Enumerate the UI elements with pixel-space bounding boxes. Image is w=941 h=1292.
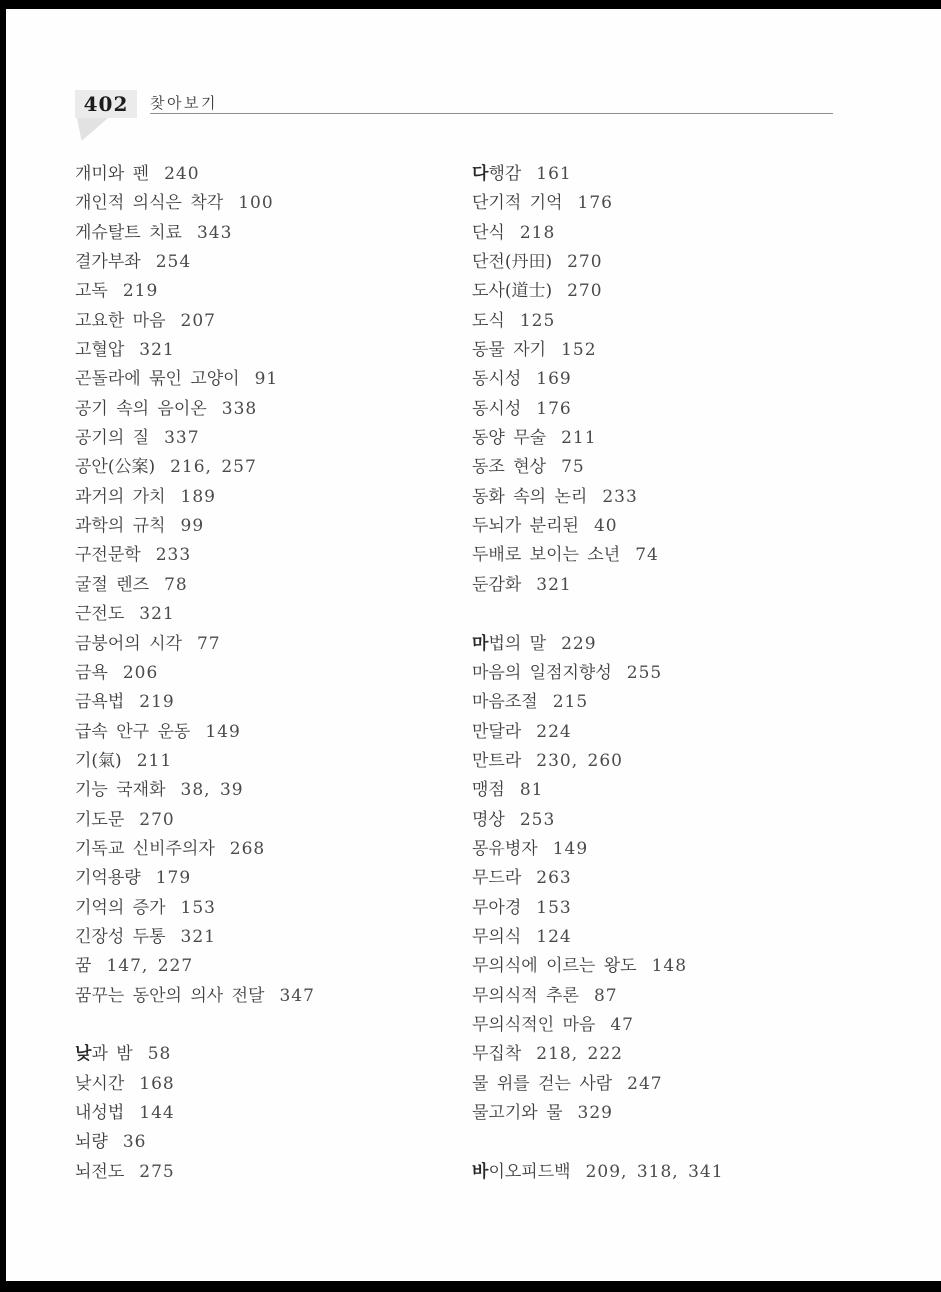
entry-term: 결가부좌	[75, 252, 141, 273]
entry-page-numbers: 321	[536, 574, 572, 595]
entry-page-numbers: 144	[139, 1103, 175, 1123]
index-entry	[472, 688, 724, 717]
entry-term: 바이오피드백	[472, 1161, 571, 1182]
entry-page-numbers: 233	[602, 486, 638, 507]
entry-term: 개미와 펜	[75, 164, 150, 184]
entry-page-numbers: 321	[180, 926, 216, 947]
index-entry	[472, 219, 724, 248]
entry-page-numbers: 168	[139, 1073, 175, 1094]
index-entry	[472, 835, 724, 864]
entry-term: 두뇌가 분리된	[472, 516, 579, 537]
entry-page-numbers: 270	[139, 809, 175, 830]
entry-term: 낮시간	[75, 1073, 125, 1094]
entry-page-numbers: 215	[552, 692, 589, 713]
entry-page-numbers: 81	[519, 780, 544, 801]
index-entry	[75, 952, 315, 981]
index-entry	[472, 923, 724, 952]
entry-page-numbers: 268	[229, 838, 266, 859]
index-entry	[472, 806, 724, 835]
entry-term: 동조 현상	[472, 457, 547, 478]
index-entry	[75, 336, 315, 365]
entry-page-numbers: 74	[635, 545, 659, 566]
entry-term: 기(氣)	[75, 750, 122, 771]
entry-term: 무드라	[472, 868, 522, 889]
entry-page-numbers: 254	[155, 252, 192, 273]
entry-page-numbers: 338	[221, 398, 258, 419]
entry-page-numbers: 87	[593, 985, 618, 1006]
index-entry	[75, 718, 315, 747]
index-entry	[75, 365, 315, 394]
entry-page-numbers: 329	[577, 1103, 613, 1123]
entry-page-numbers: 124	[536, 926, 572, 947]
index-entry	[472, 483, 724, 512]
index-entry	[75, 483, 315, 512]
entry-term: 기억의 증가	[75, 897, 166, 918]
index-entry	[472, 1158, 724, 1187]
entry-page-numbers: 211	[561, 428, 597, 449]
index-entry	[75, 747, 315, 776]
entry-term: 도사(道士)	[472, 281, 553, 302]
index-entry	[75, 395, 315, 424]
entry-page-numbers: 149	[205, 721, 241, 742]
entry-term: 무집착	[472, 1044, 522, 1065]
entry-term: 과거의 가치	[75, 486, 166, 507]
index-entry	[472, 776, 724, 805]
entry-page-numbers: 321	[139, 604, 175, 625]
entry-term-bold-initial: 마	[472, 633, 489, 654]
index-entry	[75, 894, 315, 923]
entry-page-numbers: 211	[136, 750, 173, 771]
entry-term: 무아경	[472, 897, 522, 918]
entry-page-numbers: 36	[122, 1132, 147, 1153]
index-entry	[75, 806, 315, 835]
index-entry	[472, 718, 724, 747]
entry-page-numbers: 176	[536, 398, 572, 419]
entry-page-numbers: 218	[519, 222, 556, 243]
entry-page-numbers: 275	[139, 1161, 175, 1182]
entry-page-numbers: 240	[164, 164, 200, 184]
entry-page-numbers: 247	[627, 1073, 663, 1094]
entry-page-numbers: 189	[180, 486, 216, 507]
entry-term: 게슈탈트 치료	[75, 222, 182, 243]
index-entry	[472, 336, 724, 365]
index-entry	[472, 307, 724, 336]
entry-term-bold-initial: 다	[472, 164, 489, 184]
index-spacer	[472, 1128, 724, 1157]
entry-term: 만트라	[472, 750, 522, 771]
entry-term: 금욕법	[75, 692, 125, 713]
entry-page-numbers: 347	[279, 985, 315, 1006]
index-entry	[472, 512, 724, 541]
entry-term-bold-initial: 바	[472, 1161, 489, 1182]
index-entry	[472, 864, 724, 893]
index-entry	[75, 1128, 315, 1157]
index-entry	[472, 395, 724, 424]
index-entry	[75, 512, 315, 541]
entry-page-numbers: 218, 222	[536, 1044, 623, 1065]
entry-page-numbers: 230, 260	[536, 750, 623, 771]
entry-term: 낮과 밤	[75, 1044, 133, 1065]
entry-page-numbers: 148	[651, 956, 688, 977]
entry-term: 동화 속의 논리	[472, 486, 588, 507]
entry-term: 기도문	[75, 809, 125, 830]
index-entry	[75, 424, 315, 453]
entry-page-numbers: 153	[180, 897, 216, 918]
index-entry	[472, 571, 724, 600]
entry-page-numbers: 270	[567, 252, 603, 273]
index-entry	[472, 982, 724, 1011]
page-number-badge	[75, 90, 137, 118]
index-entry	[472, 160, 724, 189]
entry-page-numbers: 179	[155, 868, 192, 889]
entry-page-numbers: 169	[536, 369, 572, 390]
index-entry	[472, 1040, 724, 1069]
entry-page-numbers: 224	[536, 721, 572, 742]
entry-term: 공안(公案)	[75, 457, 156, 478]
index-entry	[75, 277, 315, 306]
entry-page-numbers: 255	[626, 662, 663, 683]
entry-term: 물 위를 걷는 사람	[472, 1073, 613, 1094]
index-entry	[75, 160, 315, 189]
entry-term: 둔감화	[472, 574, 522, 595]
index-entry	[75, 923, 315, 952]
index-entry	[75, 248, 315, 277]
index-entry	[75, 1040, 315, 1069]
entry-term: 공기 속의 음이온	[75, 398, 207, 419]
entry-term: 무의식	[472, 926, 522, 947]
entry-term: 꿈	[75, 956, 92, 977]
index-entry	[75, 219, 315, 248]
entry-page-numbers: 176	[577, 193, 613, 214]
entry-page-numbers: 263	[536, 868, 572, 889]
entry-page-numbers: 125	[519, 310, 556, 331]
entry-page-numbers: 58	[147, 1044, 172, 1065]
running-header-title: 찾아보기	[150, 94, 218, 112]
entry-term: 몽유병자	[472, 838, 538, 859]
entry-page-numbers: 38, 39	[180, 780, 244, 801]
entry-term: 기독교 신비주의자	[75, 838, 215, 859]
index-entry	[75, 1158, 315, 1187]
index-entry	[472, 541, 724, 570]
entry-term: 개인적 의식은 착각	[75, 193, 224, 214]
entry-term: 동양 무술	[472, 428, 547, 449]
entry-term: 만달라	[472, 721, 522, 742]
index-entry	[75, 688, 315, 717]
book-page	[6, 9, 941, 1281]
entry-page-numbers: 152	[561, 340, 597, 361]
entry-term: 과학의 규칙	[75, 516, 166, 537]
entry-term: 무의식적인 마음	[472, 1014, 596, 1035]
index-entry	[75, 630, 315, 659]
entry-page-numbers: 99	[180, 516, 205, 537]
entry-page-numbers: 75	[561, 457, 585, 478]
entry-page-numbers: 219	[122, 281, 159, 302]
entry-term: 단전(丹田)	[472, 252, 553, 273]
entry-term: 도식	[472, 310, 505, 331]
entry-page-numbers: 253	[519, 809, 556, 830]
entry-page-numbers: 153	[536, 897, 572, 918]
index-entry	[75, 571, 315, 600]
index-entry	[472, 248, 724, 277]
entry-term: 고혈압	[75, 340, 125, 361]
entry-term: 마음의 일점지향성	[472, 662, 612, 683]
entry-page-numbers: 216, 257	[170, 457, 257, 478]
entry-page-numbers: 337	[164, 428, 200, 449]
entry-page-numbers: 207	[180, 310, 216, 331]
entry-term: 고요한 마음	[75, 310, 166, 331]
index-entry	[472, 747, 724, 776]
header-rule	[150, 113, 833, 114]
entry-page-numbers: 78	[164, 574, 188, 595]
index-entry	[472, 952, 724, 981]
entry-page-numbers: 219	[139, 692, 175, 713]
index-entry	[75, 776, 315, 805]
entry-term: 뇌량	[75, 1132, 108, 1153]
index-entry	[472, 424, 724, 453]
index-entry	[75, 600, 315, 629]
entry-page-numbers: 147, 227	[106, 956, 194, 977]
index-entry	[472, 1070, 724, 1099]
index-entry	[75, 864, 315, 893]
entry-page-numbers: 77	[196, 633, 221, 654]
entry-page-numbers: 343	[196, 222, 233, 243]
entry-term: 맹점	[472, 780, 505, 801]
entry-page-numbers: 209, 318, 341	[585, 1161, 724, 1182]
index-entry	[472, 894, 724, 923]
entry-term: 구전문학	[75, 545, 141, 566]
entry-term: 명상	[472, 809, 505, 830]
entry-term: 단기적 기억	[472, 193, 563, 214]
entry-term: 뇌전도	[75, 1161, 125, 1182]
entry-term: 기억용량	[75, 868, 141, 889]
page-number: 402	[83, 92, 129, 116]
entry-term: 마법의 말	[472, 633, 547, 654]
entry-page-numbers: 206	[122, 662, 159, 683]
entry-term: 고독	[75, 281, 108, 302]
entry-page-numbers: 47	[610, 1014, 634, 1035]
index-entry	[75, 541, 315, 570]
entry-term: 무의식적 추론	[472, 985, 579, 1006]
entry-term: 두배로 보이는 소년	[472, 545, 621, 566]
entry-page-numbers: 321	[139, 340, 175, 361]
entry-term: 다행감	[472, 164, 522, 184]
index-column-left	[75, 160, 315, 1187]
entry-term: 마음조절	[472, 692, 538, 713]
entry-term: 동물 자기	[472, 340, 547, 361]
entry-page-numbers: 233	[155, 545, 192, 566]
entry-term: 단식	[472, 222, 505, 243]
entry-page-numbers: 40	[593, 516, 618, 537]
entry-term: 동시성	[472, 398, 522, 419]
entry-term: 기능 국재화	[75, 780, 166, 801]
entry-page-numbers: 161	[536, 164, 572, 184]
entry-term: 근전도	[75, 604, 125, 625]
entry-term: 무의식에 이르는 왕도	[472, 956, 637, 977]
entry-term: 금붕어의 시각	[75, 633, 182, 654]
index-spacer	[472, 600, 724, 629]
index-entry	[75, 1099, 315, 1128]
index-entry	[472, 277, 724, 306]
entry-term: 굴절 렌즈	[75, 574, 150, 595]
entry-term: 긴장성 두통	[75, 926, 166, 947]
entry-term-bold-initial: 낮	[75, 1044, 92, 1065]
entry-term: 꿈꾸는 동안의 의사 전달	[75, 985, 265, 1006]
index-entry	[75, 453, 315, 482]
index-entry	[472, 1099, 724, 1128]
entry-page-numbers: 91	[254, 369, 279, 390]
page-corner-fold	[75, 118, 108, 141]
entry-term: 급속 안구 운동	[75, 721, 191, 742]
index-entry	[75, 982, 315, 1011]
index-entry	[472, 1011, 724, 1040]
entry-page-numbers: 270	[567, 281, 603, 302]
index-spacer	[75, 1011, 315, 1040]
entry-term: 금욕	[75, 662, 108, 683]
index-entry	[472, 365, 724, 394]
index-entry	[75, 189, 315, 218]
entry-term: 내성법	[75, 1103, 125, 1123]
index-column-right	[472, 160, 724, 1187]
entry-term: 곤돌라에 묶인 고양이	[75, 369, 240, 390]
index-entry	[75, 307, 315, 336]
index-entry	[472, 189, 724, 218]
index-entry	[75, 659, 315, 688]
index-entry	[472, 630, 724, 659]
entry-term: 공기의 질	[75, 428, 150, 449]
entry-page-numbers: 229	[561, 633, 597, 654]
entry-page-numbers: 100	[238, 193, 274, 214]
index-entry	[75, 835, 315, 864]
entry-page-numbers: 149	[552, 838, 589, 859]
index-entry	[75, 1070, 315, 1099]
index-entry	[472, 659, 724, 688]
index-entry	[472, 453, 724, 482]
entry-term: 동시성	[472, 369, 522, 390]
entry-term: 물고기와 물	[472, 1103, 563, 1123]
